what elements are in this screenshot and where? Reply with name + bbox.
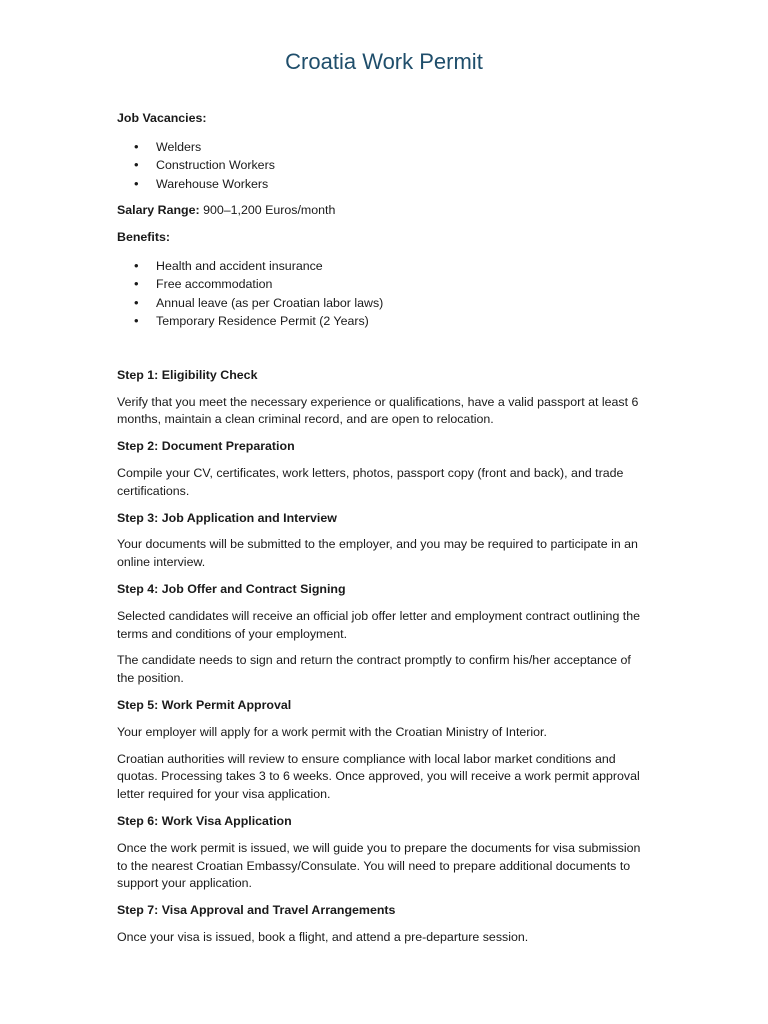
step-5-text: Your employer will apply for a work permit with the Croatian Ministry of Interior. <box>117 724 547 739</box>
list-item: • Health and accident insurance <box>117 257 651 276</box>
step-1-text: Verify that you meet the necessary experience or qualifications, have a valid passport at least 6 months, maintain a clean criminal record, and are open to relocation. <box>117 394 639 427</box>
step-7-text: Once your visa is issued, book a flight, and attend a pre-departure session. <box>117 930 529 945</box>
list-item: • Construction Workers <box>117 156 651 175</box>
list-item: • Warehouse Workers <box>117 175 651 194</box>
step-4-title: Step 4: Job Offer and Contract Signing <box>117 582 346 597</box>
step-4-text: The candidate needs to sign and return the contract promptly to confirm his/her acceptance of the position. <box>117 653 631 686</box>
step-2-title: Step 2: Document Preparation <box>117 439 295 454</box>
job-vacancies-label: Job Vacancies: <box>117 111 207 125</box>
benefits-label: Benefits: <box>117 230 171 245</box>
step-3-title: Step 3: Job Application and Interview <box>117 510 337 525</box>
list-item: • Temporary Residence Permit (2 Years) <box>117 312 651 331</box>
step-6-text: Once the work permit is issued, we will guide you to prepare the documents for visa submission to the nearest Croatian Embassy/Consulate. You will need to prepare additional documents to support your application. <box>117 840 641 891</box>
salary-range <box>117 202 651 220</box>
section-spacer <box>117 340 651 367</box>
step-4-text: Selected candidates will receive an official job offer letter and employment contract outlining the terms and conditions of your employment. <box>117 608 641 641</box>
step-3-text: Your documents will be submitted to the employer, and you may be required to participate in an online interview. <box>117 537 638 570</box>
list-item: • Annual leave (as per Croatian labor laws) <box>117 294 651 313</box>
step-2-text: Compile your CV, certificates, work letters, photos, passport copy (front and back), and trade certifications. <box>117 466 624 498</box>
salary-range-label: Salary Range: <box>117 203 200 218</box>
step-7-title: Step 7: Visa Approval and Travel Arrangements <box>117 903 396 918</box>
salary-range-value: 900–1,200 Euros/month <box>199 203 336 218</box>
list-item: • Welders <box>117 138 651 157</box>
step-5-text: Croatian authorities will review to ensure compliance with local labor market conditions and quotas. Processing takes 3 to 6 weeks. Once approved, you will receive a work permit approval letter required for your visa application. <box>117 751 640 802</box>
benefits-list <box>117 257 651 331</box>
step-5-title: Step 5: Work Permit Approval <box>117 698 292 713</box>
document-content <box>117 110 651 956</box>
step-1-title: Step 1: Eligibility Check <box>117 367 258 382</box>
job-vacancies-list <box>117 138 651 194</box>
document-title: Croatia Work Permit <box>285 49 483 74</box>
step-6-title: Step 6: Work Visa Application <box>117 814 292 829</box>
list-item: • Free accommodation <box>117 275 651 294</box>
